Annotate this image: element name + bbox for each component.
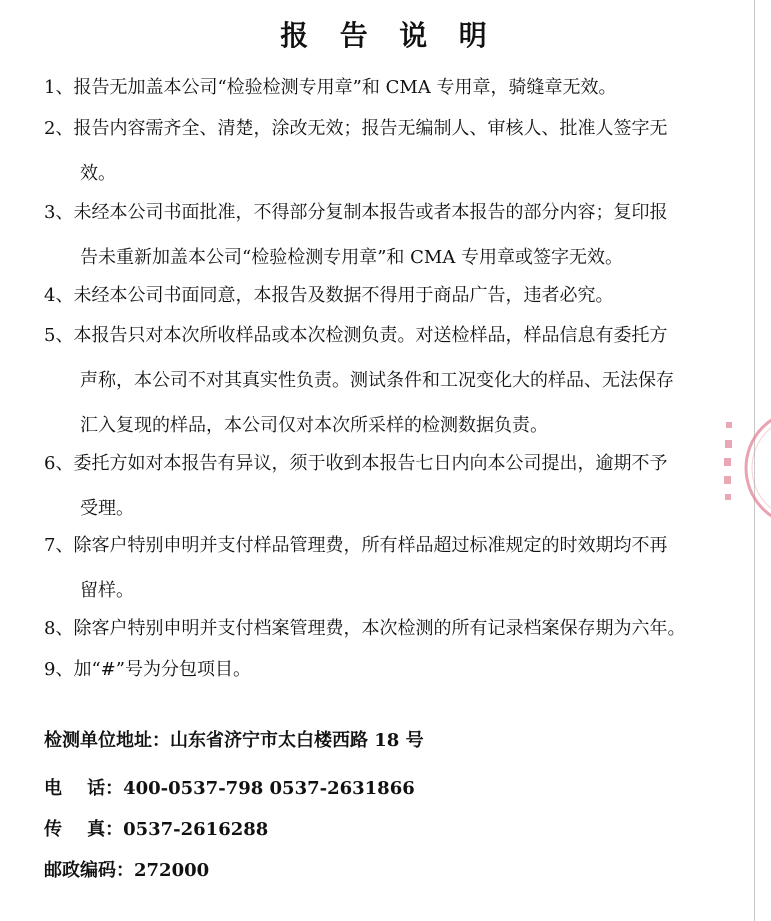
clause-line: 告未重新加盖本公司“检验检测专用章”和 CMA 专用章或签字无效。 (80, 247, 624, 268)
clause-5 (44, 313, 704, 448)
clause-line: 汇入复现的样品，本公司仅对本次所采样的检测数据负责。 (80, 415, 548, 436)
clause-line: 效。 (80, 163, 116, 184)
contact-fax: 传 真：0537-2616288 (44, 819, 269, 840)
clause-6 (44, 441, 704, 531)
clause-line: 6、委托方如对本报告有异议，须于收到本报告七日内向本公司提出，逾期不予 (44, 453, 668, 474)
clause-line: 7、除客户特别申明并支付样品管理费，所有样品超过标准规定的时效期均不再 (44, 535, 668, 556)
clause-line: 受理。 (80, 498, 134, 519)
clause-line: 8、除客户特别申明并支付档案管理费，本次检测的所有记录档案保存期为六年。 (44, 618, 686, 639)
clause-line: 5、本报告只对本次所收样品或本次检测负责。对送检样品，样品信息有委托方 (44, 325, 668, 346)
clause-3 (44, 190, 704, 280)
clause-1 (44, 65, 704, 110)
company-seal-stamp-icon (722, 400, 771, 536)
page-title: 报 告 说 明 (280, 19, 491, 52)
clause-4 (44, 273, 704, 318)
clause-line: 1、报告无加盖本公司“检验检测专用章”和 CMA 专用章，骑缝章无效。 (44, 77, 617, 98)
clause-line: 4、未经本公司书面同意，本报告及数据不得用于商品广告，违者必究。 (44, 285, 614, 306)
clause-line: 2、报告内容需齐全、清楚，涂改无效；报告无编制人、审核人、批准人签字无 (44, 118, 668, 139)
contact-phone: 电 话：400-0537-798 0537-2631866 (44, 778, 415, 799)
clause-line: 3、未经本公司书面批准，不得部分复制本报告或者本报告的部分内容；复印报 (44, 202, 668, 223)
clause-line: 声称，本公司不对其真实性负责。测试条件和工况变化大的样品、无法保存 (80, 370, 674, 391)
contact-address: 检测单位地址：山东省济宁市太白楼西路 18 号 (44, 730, 424, 751)
clause-8 (44, 606, 704, 651)
clause-9 (44, 647, 704, 692)
clause-7 (44, 523, 704, 613)
clause-line: 9、加“#”号为分包项目。 (44, 659, 251, 680)
contact-postcode: 邮政编码：272000 (44, 860, 210, 881)
clause-line: 留样。 (80, 580, 134, 601)
clause-2 (44, 106, 704, 196)
